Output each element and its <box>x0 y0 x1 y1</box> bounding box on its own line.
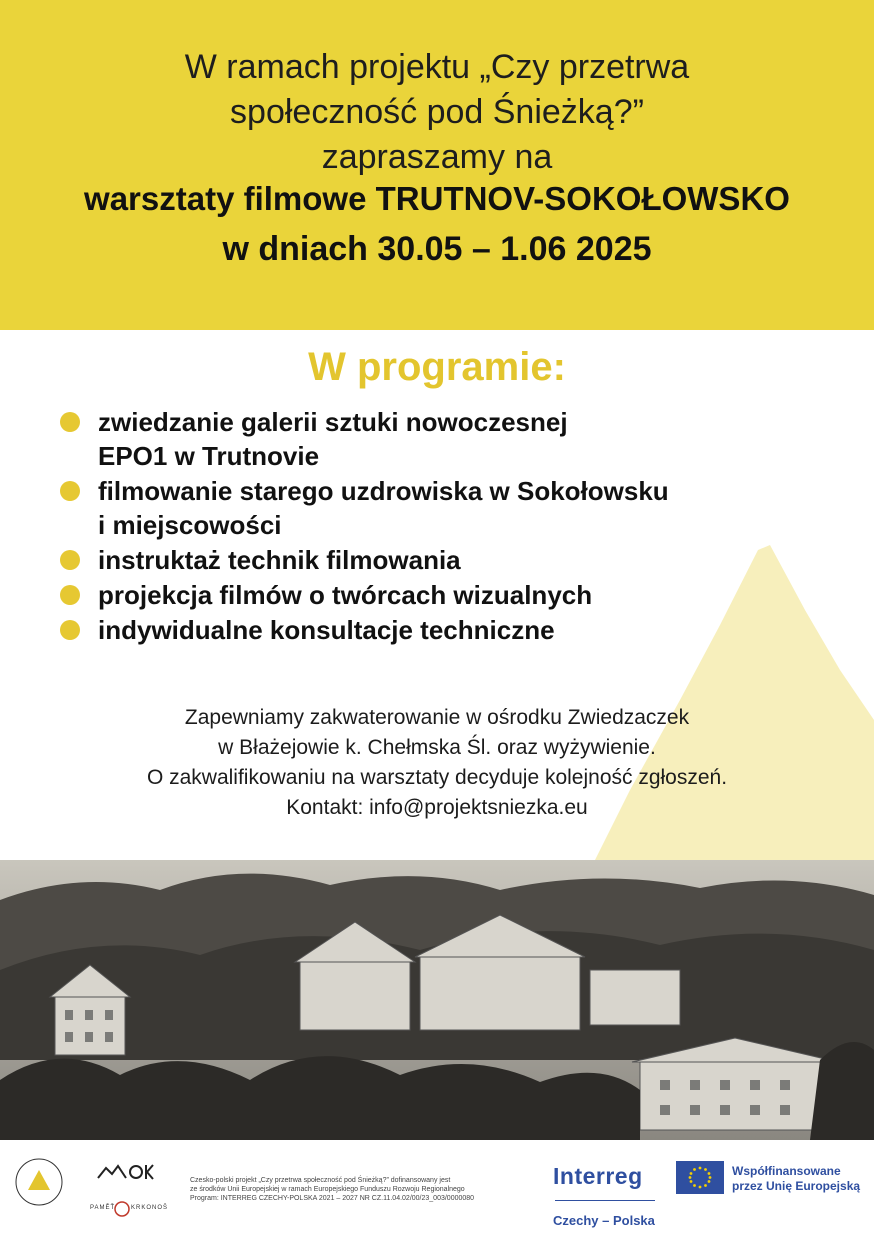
historic-spa-photo <box>0 860 874 1140</box>
funding-line-1: Czesko-polski projekt „Czy przetrwa społeczność pod Śnieżką?” dofinansowany jest <box>190 1177 451 1184</box>
list-item-text: zwiedzanie galerii sztuki nowoczesnej <box>98 407 568 437</box>
interreg-logo: Interreg <box>553 1163 643 1189</box>
list-item <box>60 474 820 542</box>
intro-line-2: społeczność pod Śnieżką?” <box>230 93 644 131</box>
eu-cofunding-label <box>732 1164 860 1194</box>
krkonos-label: KRKONOŠ <box>131 1205 169 1211</box>
bullet-icon <box>60 620 80 640</box>
eu-line-1: Współfinansowane <box>732 1164 841 1178</box>
ok-logo-icon <box>96 1160 156 1184</box>
list-item-text: projekcja filmów o twórcach wizualnych <box>98 580 593 610</box>
interreg-divider <box>555 1200 655 1201</box>
intro-line-3: zapraszamy na <box>321 138 553 176</box>
list-item-text: EPO1 w Trutnovie <box>98 441 320 471</box>
workshop-title: warsztaty filmowe TRUTNOV-SOKOŁOWSKO <box>84 180 790 217</box>
program-list <box>60 405 820 648</box>
list-item-text: indywidualne konsultacje techniczne <box>98 615 555 645</box>
info-qualification: O zakwalifikowaniu na warsztaty decyduje kolejność zgłoszeń. <box>146 766 728 789</box>
list-item <box>60 405 820 473</box>
program-region: Czechy – Polska <box>553 1213 655 1228</box>
bullet-icon <box>60 412 80 432</box>
eu-flag-icon <box>676 1161 724 1194</box>
info-location: w Błażejowie k. Chełmska Śl. oraz wyżywienie. <box>218 736 656 759</box>
list-item-text: instruktaż technik filmowania <box>98 545 461 575</box>
funding-note <box>190 1176 540 1203</box>
funding-line-3: Program: INTERREG CZECHY-POLSKA 2021 – 2027 NR CZ.11.04.02/00/23_003/0000080 <box>190 1195 475 1202</box>
bullet-icon <box>60 585 80 605</box>
list-item <box>60 543 820 577</box>
info-block <box>0 703 874 823</box>
list-item-text: i miejscowości <box>98 510 282 540</box>
eu-line-2: przez Unię Europejską <box>732 1179 861 1193</box>
info-accommodation: Zapewniamy zakwaterowanie w ośrodku Zwiedzaczek <box>184 706 690 729</box>
workshop-dates: w dniach 30.05 – 1.06 2025 <box>222 230 652 268</box>
list-item-text: filmowanie starego uzdrowiska w Sokołowsku <box>98 476 669 506</box>
torn-paper-edge <box>0 300 874 340</box>
project-logo-icon <box>14 1148 64 1216</box>
info-contact: Kontakt: info@projektsniezka.eu <box>286 796 588 819</box>
list-item <box>60 613 820 647</box>
bullet-icon <box>60 550 80 570</box>
bullet-icon <box>60 481 80 501</box>
program-title: W programie: <box>308 345 566 389</box>
funding-line-2: ze środków Unii Europejskiej w ramach Europejskiego Funduszu Rozwoju Regionalnego <box>190 1186 465 1193</box>
pamet-label: PAMĚŤ <box>90 1205 116 1211</box>
intro-line-1: W ramach projektu „Czy przetrwa <box>184 48 690 86</box>
list-item <box>60 578 820 612</box>
